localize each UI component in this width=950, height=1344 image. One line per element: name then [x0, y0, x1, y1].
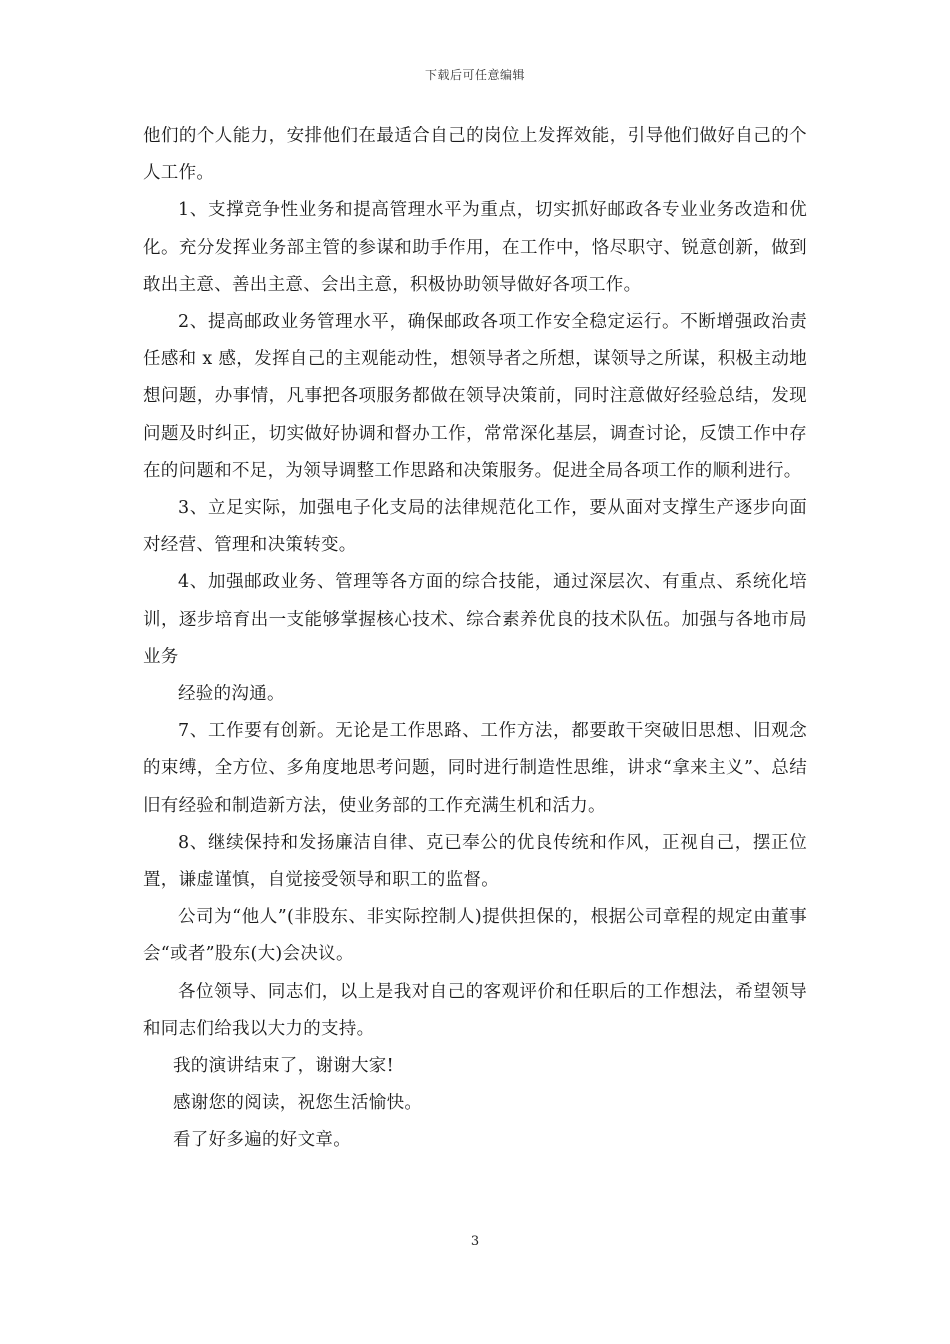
paragraph-item-4-continued: 经验的沟通。 [178, 684, 285, 705]
paragraph-guarantee-note: 公司为“他人”(非股东、非实际控制人)提供担保的，根据公司章程的规定由董事会“或者”股东(大)会决议。 [143, 907, 807, 965]
paragraph-item-7: 7、工作要有创新。无论是工作思路、工作方法，都要敢干突破旧思想、旧观念的束缚，全方位、多角度地思考问题，同时进行制造性思维，讲求“拿来主义”、总结旧有经验和制造新方法，使业务部的工作充满生机和活力。 [143, 721, 807, 816]
paragraph-closing-remarks: 各位领导、同志们，以上是我对自己的客观评价和任职后的工作想法，希望领导和同志们给我以大力的支持。 [143, 981, 807, 1039]
paragraph-item-2: 2、提高邮政业务管理水平，确保邮政各项工作安全稳定运行。不断增强政治责任感和 x 感，发挥自己的主观能动性，想领导者之所想，谋领导之所谋，积极主动地想问题，办事情，凡事把各项服务都做在领导决策前，同时注意做好经验总结，发现问题及时纠正，切实做好协调和督办工作，常常深化基层，调查讨论，反馈工作中存在的问题和不足，为领导调整工作思路和决策服务。促进全局各项工作的顺利进行。 [143, 312, 807, 481]
paragraph-item-8: 8、继续保持和发扬廉洁自律、克已奉公的优良传统和作风，正视自己，摆正位置，谦虚谨慎，自觉接受领导和职工的监督。 [143, 832, 807, 891]
document-body [143, 118, 807, 1160]
paragraph-item-1: 1、支撑竞争性业务和提高管理水平为重点，切实抓好邮政各专业业务改造和优化。充分发挥业务部主管的参谋和助手作用，在工作中，恪尽职守、锐意创新，做到敢出主意、善出主意、会出主意，积极协助领导做好各项工作。 [143, 200, 807, 295]
paragraph-continuation: 他们的个人能力，安排他们在最适合自己的岗位上发挥效能，引导他们做好自己的个人工作。 [143, 126, 807, 184]
paragraph-thanks: 我的演讲结束了，谢谢大家! [173, 1056, 394, 1077]
paragraph-item-3: 3、立足实际，加强电子化支局的法律规范化工作，要从面对支撑生产逐步向面对经营、管理和决策转变。 [143, 498, 807, 556]
paragraph-reading-thanks: 感谢您的阅读，祝您生活愉快。 [173, 1093, 423, 1114]
paragraph-good-article: 看了好多遍的好文章。 [173, 1130, 351, 1151]
paragraph-item-4: 4、加强邮政业务、管理等各方面的综合技能，通过深层次、有重点、系统化培训，逐步培育出一支能够掌握核心技术、综合素养优良的技术队伍。加强与各地市局业务 [143, 572, 807, 667]
page-number: 3 [470, 1234, 480, 1249]
page-header-note: 下载后可任意编辑 [424, 68, 525, 82]
